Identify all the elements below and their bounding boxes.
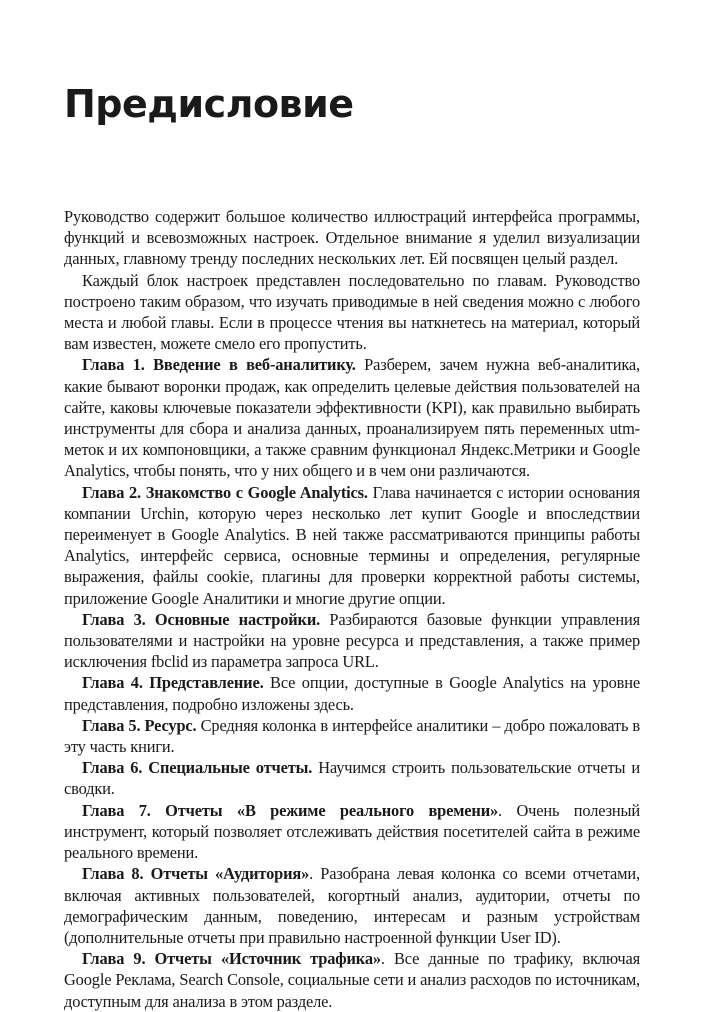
chapter-heading: Глава 1. Введение в веб-аналитику. — [82, 355, 356, 375]
chapter-paragraph-8 — [64, 863, 640, 948]
chapter-heading: Глава 4. Представление. — [82, 673, 264, 693]
chapter-heading: Глава 3. Основные настройки. — [82, 609, 321, 629]
chapter-text: Научимся строить пользовательские отчеты и сводки. — [64, 758, 640, 799]
chapter-text: Все опции, доступные в Google Analytics на уровне представления, подробно изложены здесь. — [64, 673, 640, 714]
intro-paragraph: Руководство содержит большое количество иллюстраций интерфейса программы, функций и всевозможных настроек. Отдельное внимание я уделил визуализации данных, главному тренду последних нескольких лет. Ей посвящен целый раздел. — [64, 207, 640, 269]
chapter-heading: Глава 6. Специальные отчеты. — [82, 758, 313, 778]
page-title: Предисловие — [64, 82, 354, 126]
chapter-paragraph-3 — [64, 609, 640, 673]
chapter-paragraph-7 — [64, 800, 640, 864]
chapter-text: Разберем, зачем нужна веб-аналитика, какие бывают воронки продаж, как определить целевые действия пользователей на сайте, каковы ключевые показатели эффективности (KPI), как правильно выбирать инструменты для сбора и анализа данных, проанализируем пять переменных utm-меток и их компоновщики, а также сравним функционал Яндекс.Метрики и Google Analytics, чтобы понять, что у них общего и в чем они различаются. — [64, 355, 640, 481]
chapter-text: . Очень полезный инструмент, который позволяет отслеживать действия посетителей сайта в режиме реального времени. — [64, 800, 640, 863]
chapter-heading: Глава 9. Отчеты «Источник трафика» — [82, 949, 381, 969]
chapter-paragraph-2 — [64, 482, 640, 609]
chapter-paragraph-5 — [64, 715, 640, 757]
chapter-paragraph-9 — [64, 948, 640, 1012]
chapter-text: . Все данные по трафику, включая Google Реклама, Search Console, социальные сети и анализ расходов по источникам, доступным для анализа в этом разделе. — [64, 949, 640, 1011]
chapter-heading: Глава 2. Знакомство с Google Analytics. — [82, 482, 368, 502]
chapter-text: . Разобрана левая колонка со всеми отчетами, включая активных пользователей, когортный анализ, аудитории, отчеты по демографическим данным, поведению, интересам и разным устройствам (дополнительные отчеты при правильно настроенной функции User ID). — [64, 864, 640, 947]
chapter-text: Разбираются базовые функции управления пользователями и настройки на уровне ресурса и представления, а также пример исключения fbclid из параметра запроса URL. — [64, 609, 640, 672]
chapter-paragraph-6 — [64, 757, 640, 799]
chapter-text: Средняя колонка в интерфейсе аналитики – добро пожаловать в эту часть книги. — [64, 715, 640, 757]
chapter-text: Глава начинается с истории основания компании Urchin, которую через несколько лет купит Google и впоследствии переименует в Google Analytics. В ней также рассматриваются принципы работы Analytics, интерфейс сервиса, основные термины и определения, регулярные выражения, файлы cookie, плагины для проверки корректной работы системы, приложение Google Аналитики и многие другие опции. — [64, 482, 641, 608]
preface-body — [64, 206, 640, 1012]
chapter-paragraph-1 — [64, 354, 640, 481]
chapter-paragraph-4 — [64, 672, 640, 714]
chapter-heading: Глава 7. Отчеты «В режиме реального времени» — [82, 800, 499, 820]
intro-paragraph: Каждый блок настроек представлен последовательно по главам. Руководство построено таким образом, что изучать приводимые в ней сведения можно с любого места и любой главы. Если в процессе чтения вы наткнетесь на материал, который вам известен, можете смело его пропустить. — [64, 270, 640, 354]
chapter-heading: Глава 8. Отчеты «Аудитория» — [82, 864, 310, 884]
chapter-heading: Глава 5. Ресурс. — [82, 715, 197, 735]
